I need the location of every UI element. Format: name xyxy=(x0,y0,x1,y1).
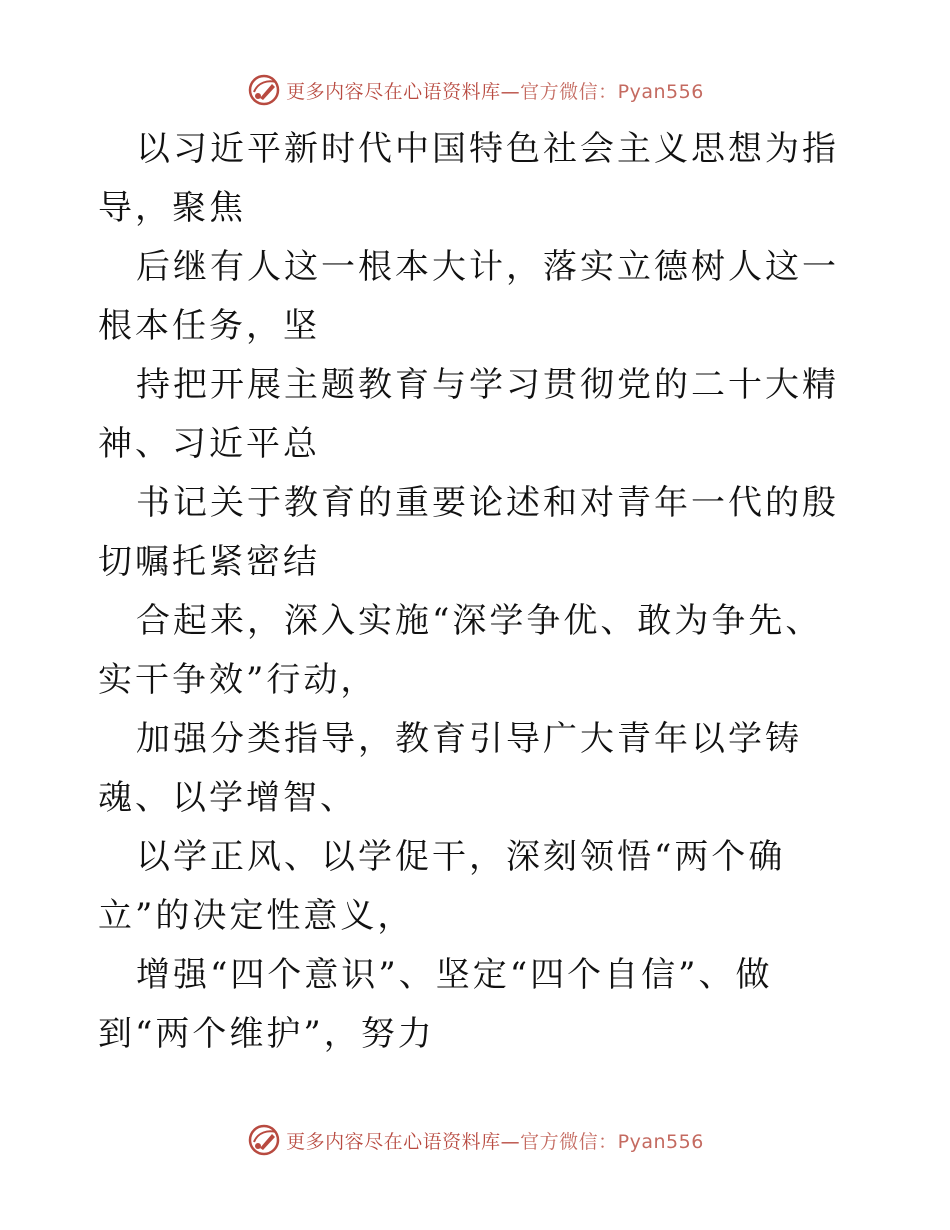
paragraph-6: 加强分类指导，教育引导广大青年以学铸魂、以学增智、 xyxy=(98,719,802,818)
paragraph-5: 合起来，深入实施“深学争优、敢为争先、实干争效”行动， xyxy=(98,601,823,700)
pen-in-circle-icon xyxy=(246,1122,282,1158)
paragraph-3: 持把开展主题教育与学习贯彻党的二十大精神、习近平总 xyxy=(98,365,839,464)
paragraph-7: 以学正风、以学促干，深刻领悟“两个确立”的决定性意义， xyxy=(98,837,786,936)
paragraph-4: 书记关于教育的重要论述和对青年一代的殷切嘱托紧密结 xyxy=(98,483,839,582)
header-watermark xyxy=(0,70,950,110)
watermark-main: 更多内容尽在心语资料库 xyxy=(286,80,501,103)
watermark-dash: — xyxy=(500,1130,521,1153)
watermark-text xyxy=(286,1127,704,1154)
paragraph-2: 后继有人这一根本大计，落实立德树人这一根本任务，坚 xyxy=(98,247,839,346)
watermark-suffix: 官方微信：Pyan556 xyxy=(520,1130,704,1153)
paragraph-8: 增强“四个意识”、坚定“四个自信”、做到“两个维护”，努力 xyxy=(98,955,773,1054)
paragraph-1: 以习近平新时代中国特色社会主义思想为指导，聚焦 xyxy=(98,129,839,228)
watermark-text xyxy=(286,77,704,104)
watermark-dash: — xyxy=(500,80,521,103)
watermark-suffix: 官方微信：Pyan556 xyxy=(520,80,704,103)
footer-watermark xyxy=(0,1120,950,1160)
document-body xyxy=(98,120,858,1064)
pen-in-circle-icon xyxy=(246,72,282,108)
watermark-main: 更多内容尽在心语资料库 xyxy=(286,1130,501,1153)
